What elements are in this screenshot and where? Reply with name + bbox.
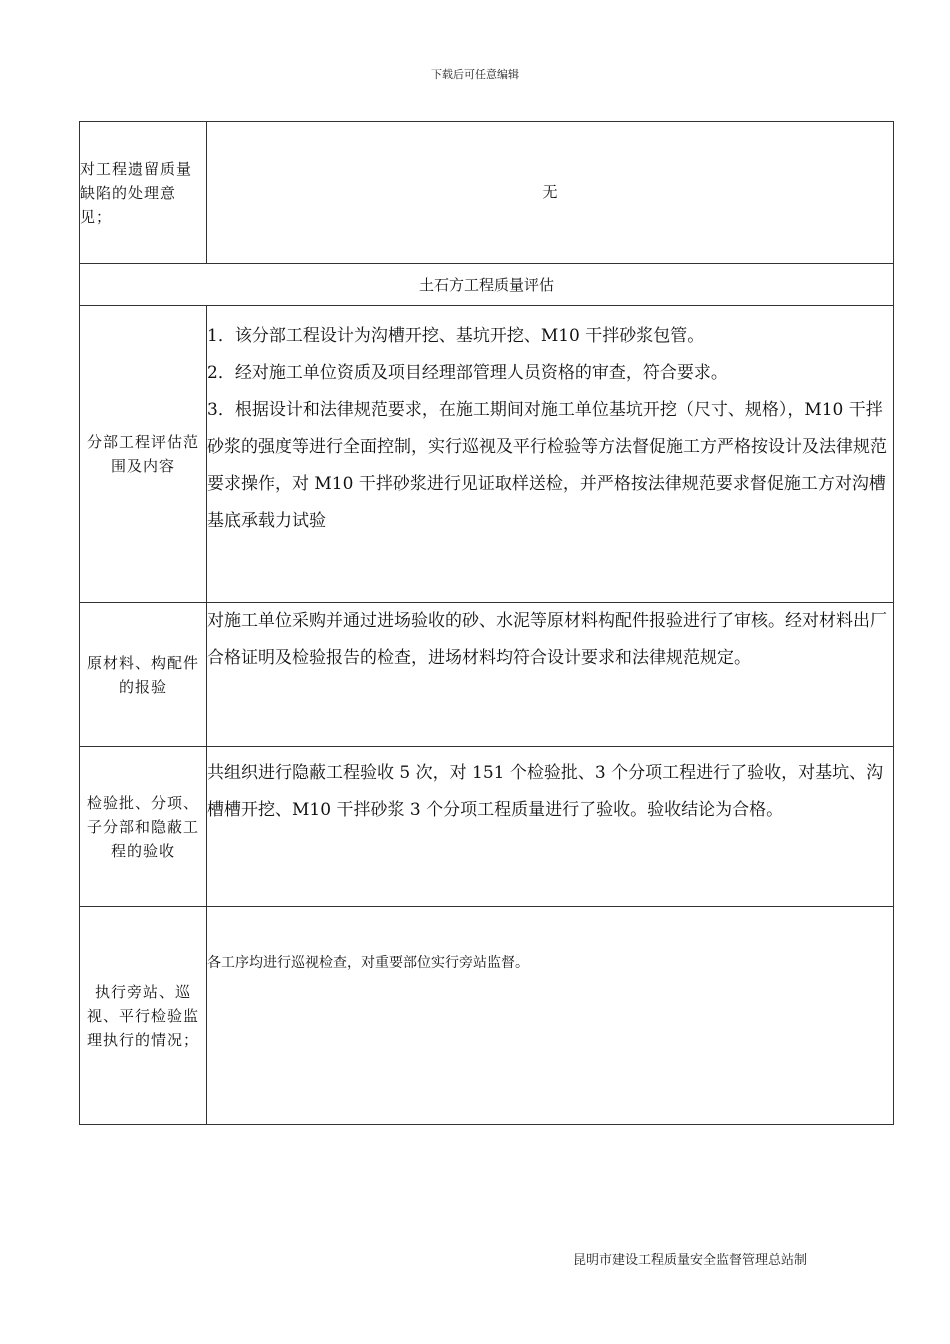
inspection-text: 共组织进行隐蔽工程验收 5 次，对 151 个检验批、3 个分项工程进行了验收，对基坑、沟槽槽开挖、M10 干拌砂浆 3 个分项工程质量进行了验收。验收结论为合格。 [207, 747, 894, 907]
scope-item-3: 3．根据设计和法律规范要求，在施工期间对施工单位基坑开挖（尺寸、规格），M10 干拌砂浆的强度等进行全面控制，实行巡视及平行检验等方法督促施工方严格按设计及法律规范要求操作，对 M10 干拌砂浆进行见证取样送检，并严格按法律规范要求督促施工方对沟槽基底承载力试验 [207, 400, 887, 531]
scope-content [207, 306, 894, 603]
supervision-text: 各工序均进行巡视检查，对重要部位实行旁站监督。 [207, 907, 894, 1125]
materials-label: 原材料、构配件的报验 [80, 603, 207, 747]
inspection-label: 检验批、分项、子分部和隐蔽工程的验收 [80, 747, 207, 907]
scope-item-2: 2．经对施工单位资质及项目经理部管理人员资格的审查，符合要求。 [207, 363, 728, 383]
header-note: 下载后可任意编辑 [431, 68, 519, 81]
defects-label: 对工程遗留质量缺陷的处理意见； [80, 122, 207, 264]
assessment-table [79, 121, 894, 1125]
materials-text: 对施工单位采购并通过进场验收的砂、水泥等原材料构配件报验进行了审核。经对材料出厂合格证明及检验报告的检查，进场材料均符合设计要求和法律规范规定。 [207, 603, 894, 747]
table-row-supervision [80, 907, 894, 1125]
table-row-section-title [80, 264, 894, 306]
table-row-scope [80, 306, 894, 603]
table-row-materials [80, 603, 894, 747]
table-row-inspection [80, 747, 894, 907]
scope-label: 分部工程评估范围及内容 [80, 306, 207, 603]
supervision-label: 执行旁站、巡视、平行检验监理执行的情况； [80, 907, 207, 1125]
section-title: 土石方工程质量评估 [80, 264, 894, 306]
footer-note: 昆明市建设工程质量安全监督管理总站制 [573, 1253, 808, 1268]
scope-item-1: 1．该分部工程设计为沟槽开挖、基坑开挖、M10 干拌砂浆包管。 [207, 326, 705, 346]
defects-value: 无 [207, 122, 894, 264]
table-row-defects [80, 122, 894, 264]
